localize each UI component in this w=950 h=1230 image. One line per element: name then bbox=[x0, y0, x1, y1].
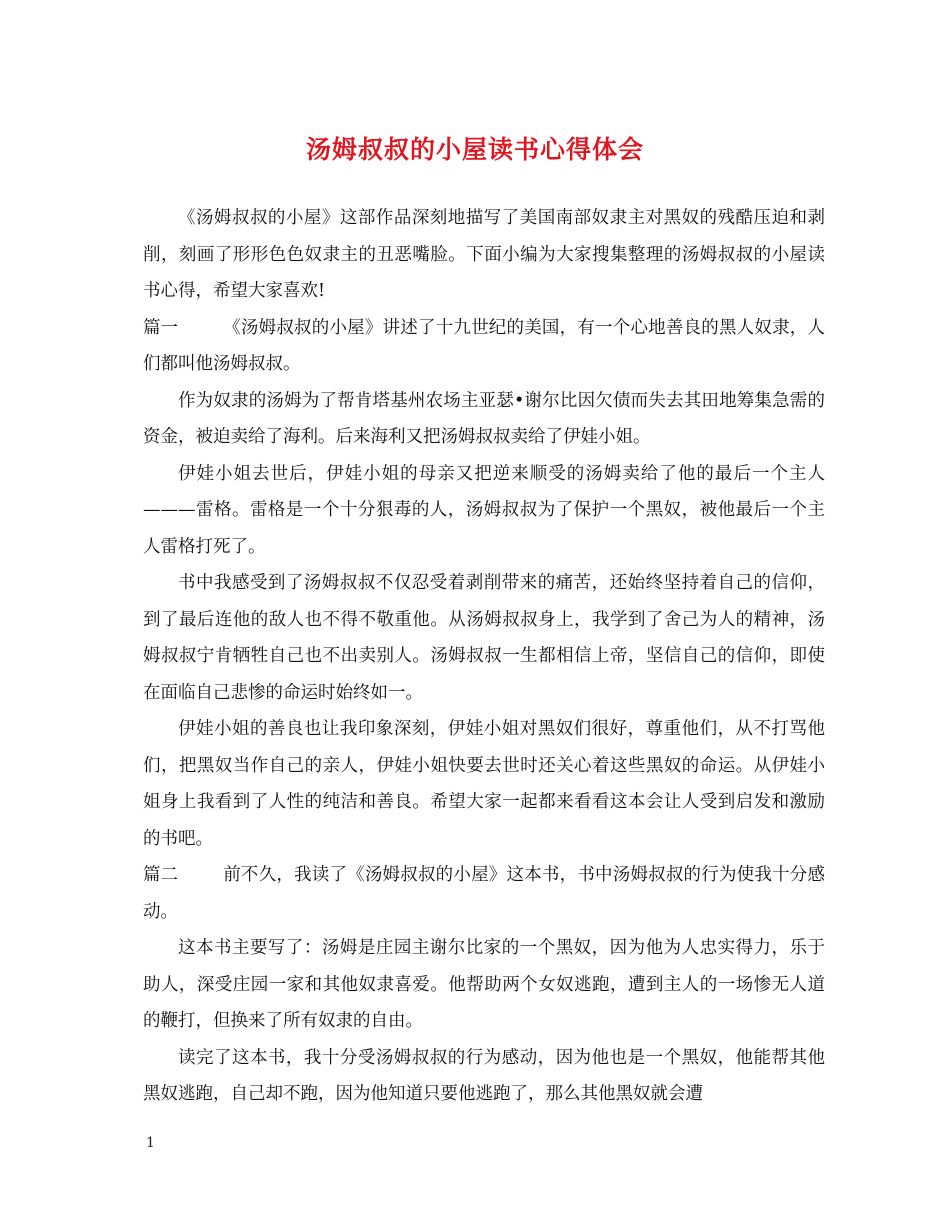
section-two-label: 篇二 bbox=[143, 865, 178, 885]
body-paragraph: 伊娃小姐去世后，伊娃小姐的母亲又把逆来顺受的汤姆卖给了他的最后一个主人———雷格。雷格是一个十分狠毒的人，汤姆叔叔为了保护一个黑奴，被他最后一个主人雷格打死了。 bbox=[143, 463, 825, 557]
body-paragraph: 伊娃小姐的善良也让我印象深刻，伊娃小姐对黑奴们很好，尊重他们，从不打骂他们，把黑奴当作自己的亲人，伊娃小姐快要去世时还关心着这些黑奴的命运。从伊娃小姐身上我看到了人性的纯洁和善良。希望大家一起都来看看这本会让人受到启发和激励的书吧。 bbox=[143, 719, 825, 849]
body-paragraph: 作为奴隶的汤姆为了帮肯塔基州农场主亚瑟•谢尔比因欠债而失去其田地筹集急需的资金，被迫卖给了海利。后来海利又把汤姆叔叔卖给了伊娃小姐。 bbox=[143, 390, 825, 447]
document-title: 汤姆叔叔的小屋读书心得体会 bbox=[305, 135, 644, 164]
section-one-text: 《汤姆叔叔的小屋》讲述了十九世纪的美国，有一个心地善良的黑人奴隶，人们都叫他汤姆叔叔。 bbox=[143, 317, 825, 374]
section-two-paragraph bbox=[143, 857, 825, 930]
intro-paragraph: 《汤姆叔叔的小屋》这部作品深刻地描写了美国南部奴隶主对黑奴的残酷压迫和剥削，刻画了形形色色奴隶主的丑恶嘴脸。下面小编为大家搜集整理的汤姆叔叔的小屋读书心得，希望大家喜欢! bbox=[143, 208, 825, 301]
page-number: 1 bbox=[146, 1135, 155, 1151]
body-paragraph: 书中我感受到了汤姆叔叔不仅忍受着剥削带来的痛苦，还始终坚持着自己的信仰，到了最后连他的敌人也不得不敬重他。从汤姆叔叔身上，我学到了舍己为人的精神，汤姆叔叔宁肯牺牲自己也不出卖别人。汤姆叔叔一生都相信上帝，坚信自己的信仰，即使在面临自己悲惨的命运时始终如一。 bbox=[143, 573, 825, 703]
section-one-label: 篇一 bbox=[143, 317, 178, 338]
body-paragraph: 这本书主要写了：汤姆是庄园主谢尔比家的一个黑奴，因为他为人忠实得力，乐于助人，深受庄园一家和其他奴隶喜爱。他帮助两个女奴逃跑，遭到主人的一场惨无人道的鞭打，但换来了所有奴隶的自由。 bbox=[143, 938, 825, 1031]
section-two-text: 前不久，我读了《汤姆叔叔的小屋》这本书，书中汤姆叔叔的行为使我十分感动。 bbox=[143, 865, 825, 922]
section-one-paragraph bbox=[143, 310, 825, 383]
document-body bbox=[143, 200, 825, 1113]
body-paragraph: 读完了这本书，我十分受汤姆叔叔的行为感动，因为他也是一个黑奴，他能帮其他黑奴逃跑，自己却不跑，因为他知道只要他逃跑了，那么其他黑奴就会遭 bbox=[143, 1047, 825, 1104]
